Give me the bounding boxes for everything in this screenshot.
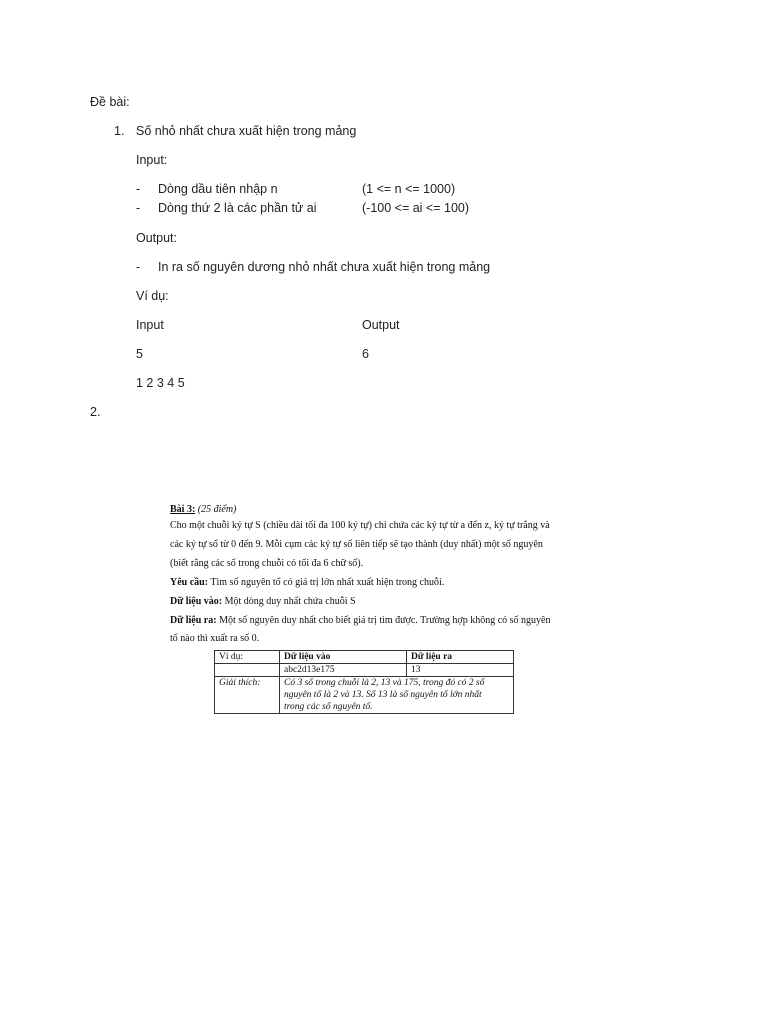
output-label: Output:	[136, 231, 177, 245]
table-row	[215, 677, 514, 714]
input-item-2-bullet: -	[136, 201, 141, 215]
table-cell-explanation	[280, 677, 514, 714]
scan-req-text: Tìm số nguyên tố có giá trị lớn nhất xuất hiện trong chuỗi.	[210, 577, 445, 588]
scan-req-label: Yêu cầu:	[170, 577, 209, 588]
table-cell-explain-label: Giải thích:	[215, 677, 280, 714]
scan-in-text: Một dòng duy nhất chứa chuỗi S	[224, 596, 356, 607]
table-cell-sample-output: 13	[407, 664, 514, 677]
problem-1-title: Số nhỏ nhất chưa xuất hiện trong mảng	[136, 124, 357, 138]
problem-2-number: 2.	[90, 405, 101, 419]
table-cell-sample-input: abc2d13e175	[280, 664, 407, 677]
scan-example-table	[214, 650, 514, 714]
table-cell-empty	[215, 664, 280, 677]
problem-1-number: 1.	[114, 124, 125, 138]
example-input-line-2: 1 2 3 4 5	[136, 376, 185, 390]
input-item-1-bullet: -	[136, 182, 141, 196]
example-label: Ví dụ:	[136, 289, 169, 303]
input-item-2-text: Dòng thứ 2 là các phần tử ai	[158, 201, 317, 215]
table-header-output: Dữ liệu ra	[407, 651, 514, 664]
example-output-value: 6	[362, 347, 369, 361]
table-header-input: Dữ liệu vào	[280, 651, 407, 664]
scan-out-text-1: Một số nguyên duy nhất cho biết giá trị tìm được. Trường hợp không có số nguyên	[219, 615, 551, 626]
explanation-line-3: trong các số nguyên tố.	[284, 702, 373, 712]
scan-title: Bài 3:	[170, 504, 196, 515]
table-row	[215, 664, 514, 677]
scan-out-text-2: tố nào thì xuất ra số 0.	[170, 633, 260, 644]
explanation-line-1: Có 3 số trong chuỗi là 2, 13 và 175, trong đó có 2 số	[284, 678, 485, 688]
scan-desc-line-2: các ký tự số từ 0 đến 9. Mỗi cụm các ký tự số liên tiếp sẽ tạo thành (duy nhất) một số nguyên	[170, 539, 543, 550]
example-input-line-1: 5	[136, 347, 143, 361]
scan-out-label: Dữ liệu ra:	[170, 615, 217, 626]
heading: Đề bài:	[90, 95, 130, 109]
scan-points: (25 điểm)	[197, 504, 237, 515]
input-label: Input:	[136, 153, 168, 167]
input-item-2-constraint: (-100 <= ai <= 100)	[362, 201, 470, 215]
output-item-text: In ra số nguyên dương nhỏ nhất chưa xuất hiện trong mảng	[158, 260, 491, 274]
scan-desc-line-3: (biết rằng các số trong chuỗi có tối đa 6 chữ số).	[170, 558, 364, 569]
output-item-bullet: -	[136, 260, 141, 274]
example-output-header: Output	[362, 318, 400, 332]
table-row	[215, 651, 514, 664]
explanation-line-2: nguyên tố là 2 và 13. Số 13 là số nguyên tố lớn nhất	[284, 690, 482, 700]
input-item-1-constraint: (1 <= n <= 1000)	[362, 182, 456, 196]
input-item-1-text: Dòng dầu tiên nhập n	[158, 182, 278, 196]
problem-scan-image	[170, 504, 580, 734]
scan-in-label: Dữ liệu vào:	[170, 596, 223, 607]
example-input-header: Input	[136, 318, 164, 332]
table-cell-example-label: Ví dụ:	[215, 651, 280, 664]
scan-desc-line-1: Cho một chuỗi ký tự S (chiều dài tối đa 100 ký tự) chỉ chứa các ký tự từ a đến z, ký tự trắng và	[170, 520, 550, 531]
